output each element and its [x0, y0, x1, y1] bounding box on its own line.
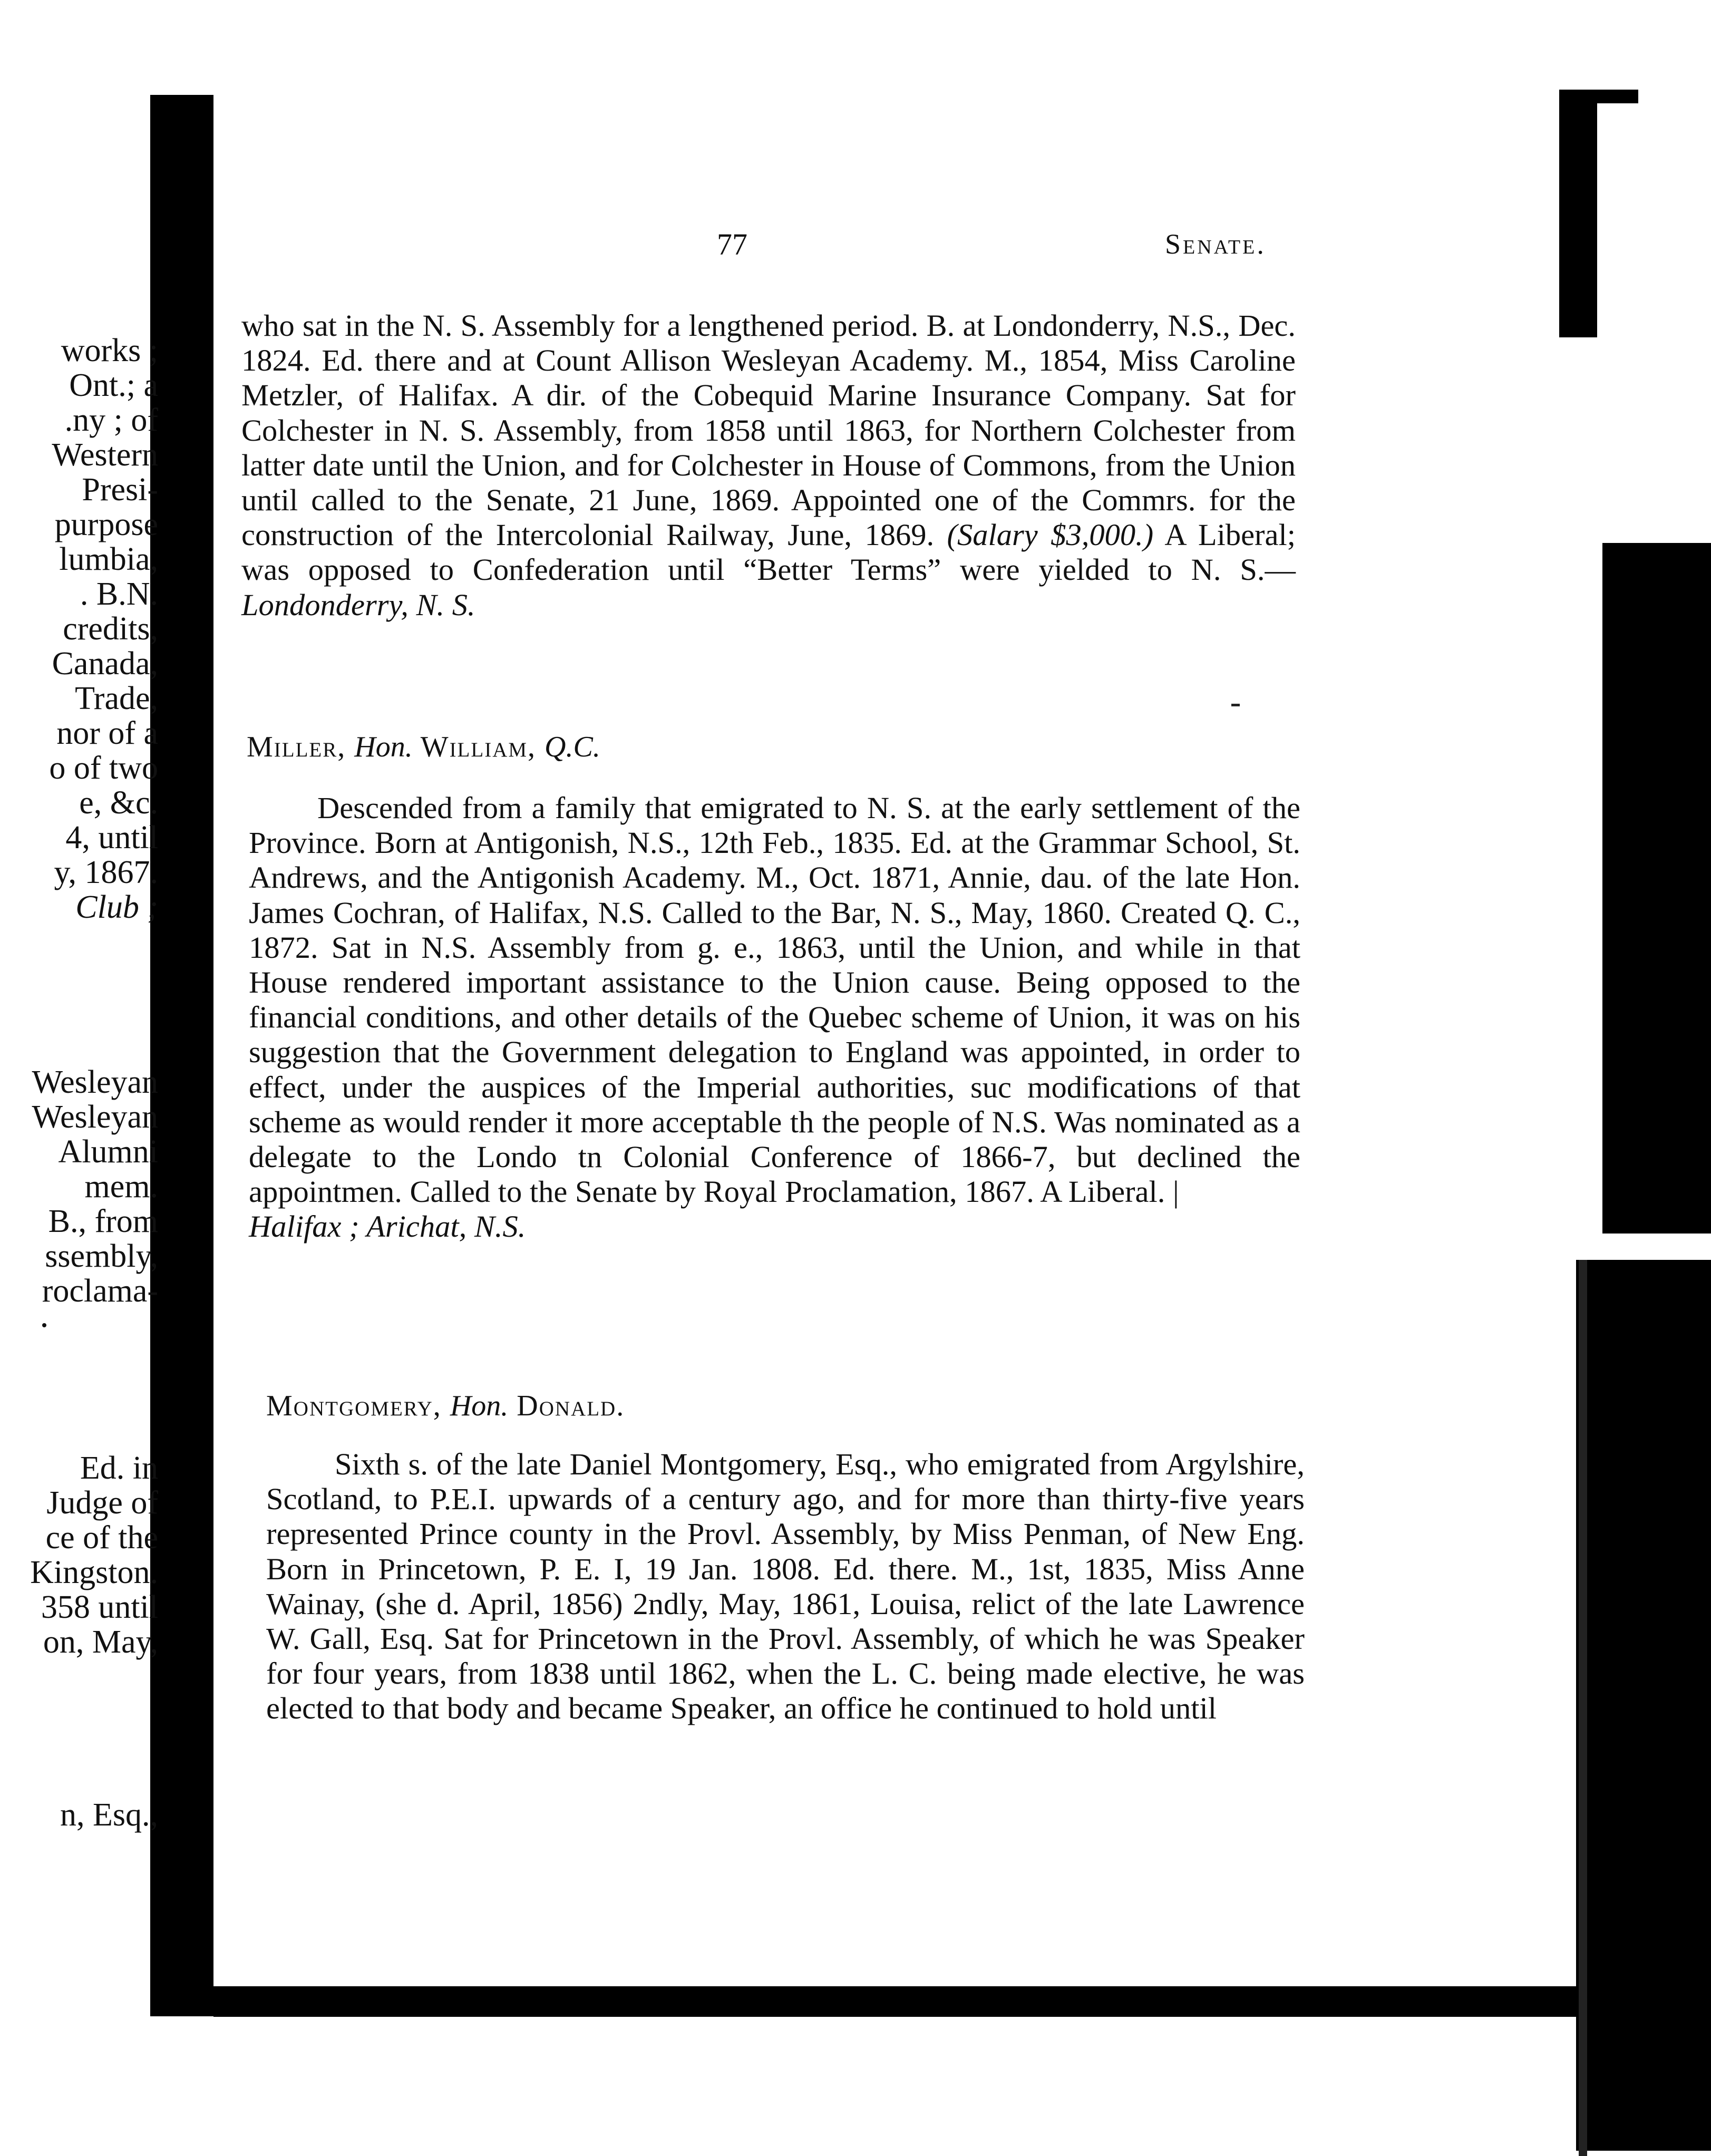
- fragment-line: Ont.; a: [69, 367, 158, 403]
- fragment-line: Presi-: [82, 472, 158, 508]
- fragment-line: Western: [52, 437, 158, 473]
- page-number: 77: [717, 227, 747, 261]
- fragment-line: purpose: [54, 507, 158, 542]
- fragment-line: 358 until: [41, 1589, 158, 1625]
- surname: Miller,: [247, 731, 346, 763]
- fragment-line: Alumni: [58, 1134, 158, 1170]
- fragment-line: o of two: [49, 750, 158, 786]
- entry-miller: [249, 791, 1300, 1245]
- entry-body: [249, 791, 1300, 1245]
- fragment-line: ssembly,: [45, 1238, 158, 1274]
- fragment-line: Trade,: [75, 681, 158, 716]
- entry-text: who sat in the N. S. Assembly for a lengthened period. B. at Londonderry, N.S., Dec. 1824. Ed. there and at Count Allison Wesleyan Academy. M., 1854, Miss Caroline Metzler, of Halifax. A dir. of the Cobequid Marine Insurance Company. Sat for Colchester in N. S. Assembly, from 1858 until 1863, for Northern Colchester from latter date until the Union, and for Colchester in House of Commons, from the Union until called to the Senate, 21 June, 1869. Appointed one of the Commrs. for the construction of the Intercolonial Railway, June, 1869.: [241, 308, 1296, 552]
- fragment-line: works ;: [61, 333, 158, 368]
- fragment-line: Club ;: [75, 889, 158, 925]
- ink-mark: [1231, 704, 1240, 706]
- fragment-line: Ed. in: [80, 1450, 158, 1486]
- fragment-line: credits,: [63, 611, 158, 647]
- residence: Londonderry, N. S.: [241, 587, 475, 622]
- fragment-line: 4, until: [65, 820, 158, 856]
- fragment-line: Wesleyan: [32, 1064, 158, 1100]
- fragment-line: roclama-: [42, 1273, 158, 1309]
- fragment-line: Wesleyan: [32, 1099, 158, 1135]
- fragment-line: Judge of: [46, 1485, 158, 1521]
- surname: Montgomery,: [266, 1390, 442, 1422]
- fragment-line: Kingston.: [30, 1555, 158, 1590]
- fragment-line: . B.N.: [80, 576, 158, 612]
- right-edge-shadow-middle: [1602, 543, 1711, 1234]
- entry-text: Descended from a family that emigrated to N. S. at the early settlement of the Province. Born at Antigonish, N.S., 12th Feb., 1835. Ed. at the Grammar School, St. Andrews, and the Antigonish Academy. M., Oct. 1871, Annie, dau. of the late Hon. James Cochran, of Halifax, N.S. Called to the Bar, N. S., May, 1860. Created Q. C., 1872. Sat in N.S. Assembly from g. e., 1863, until the Union, and while in that House rendered important assistance to the Union cause. Being opposed to the financial conditions, and other details of the Quebec scheme of Union, it was on his suggestion that the Government delegation to England was appointed, in order to effect, under the auspices of the Imperial authorities, suc modifications of that scheme as would render it more acceptable th the people of N.S. Was nominated as a delegate to the Londo tn Colonial Conference of 1866-7, but declined the appointmen. Called to the Senate by Royal Proclamation, 1867. A Liberal. |: [249, 791, 1300, 1209]
- salary-note: (Salary $3,000.): [947, 518, 1154, 552]
- suffix: Q.C.: [545, 731, 600, 763]
- right-edge-shadow-bottom: [1576, 1260, 1711, 2151]
- entry-body: [241, 308, 1296, 623]
- given-name: Donald.: [517, 1390, 625, 1422]
- fragment-line: e, &c.: [79, 785, 158, 821]
- honorific: Hon.: [354, 731, 413, 763]
- entry-montgomery: [266, 1447, 1305, 1726]
- fragment-line: mem.: [84, 1169, 158, 1205]
- honorific: Hon.: [450, 1390, 509, 1422]
- fragment-line: nor of a: [56, 715, 158, 751]
- fragment-line: n, Esq.,: [60, 1797, 158, 1833]
- entry-body: [266, 1447, 1305, 1726]
- entry-heading-miller: [247, 730, 600, 764]
- fragment-line: .ny ; of: [64, 402, 158, 438]
- running-head: Senate.: [1165, 228, 1266, 260]
- given-name: William,: [420, 731, 537, 763]
- fragment-line: y, 1867.: [54, 854, 158, 890]
- bottom-page-edge: [213, 1986, 1579, 2017]
- fragment-line: on, May,: [43, 1624, 158, 1660]
- entry-text-tail: A Liberal; was opposed to Confederation until “Better Terms” were yielded to N. S.—: [241, 518, 1296, 587]
- fragment-line: B., from: [48, 1203, 158, 1239]
- entry-continued: [241, 308, 1296, 623]
- fragment-line: Canada,: [52, 646, 158, 682]
- fragment-line: lumbia,: [59, 541, 158, 577]
- right-edge-shadow-top: [1559, 90, 1597, 337]
- entry-heading-montgomery: [266, 1389, 625, 1423]
- entry-text: Sixth s. of the late Daniel Montgomery, Esq., who emigrated from Argylshire, Scotland, to P.E.I. upwards of a century ago, and for more than thirty-five years represented Prince county in the Provl. Assembly, by Miss Penman, of New Eng. Born in Princetown, P. E. I, 19 Jan. 1808. Ed. there. M., 1st, 1835, Miss Anne Wainay, (she d. April, 1856) 2ndly, May, 1861, Louisa, relict of the late Lawrence W. Gall, Esq. Sat for Princetown in the Provl. Assembly, of which he was Speaker for four years, from 1838 until 1862, when the L. C. being made elective, he was elected to that body and became Speaker, an office he continued to hold until: [266, 1447, 1305, 1726]
- spine-shadow: [150, 98, 213, 2016]
- fragment-line: ce of the: [45, 1520, 158, 1556]
- speck: [42, 1323, 46, 1327]
- residence: Halifax ; Arichat, N.S.: [249, 1209, 526, 1244]
- right-edge-border: [1579, 1260, 1587, 2156]
